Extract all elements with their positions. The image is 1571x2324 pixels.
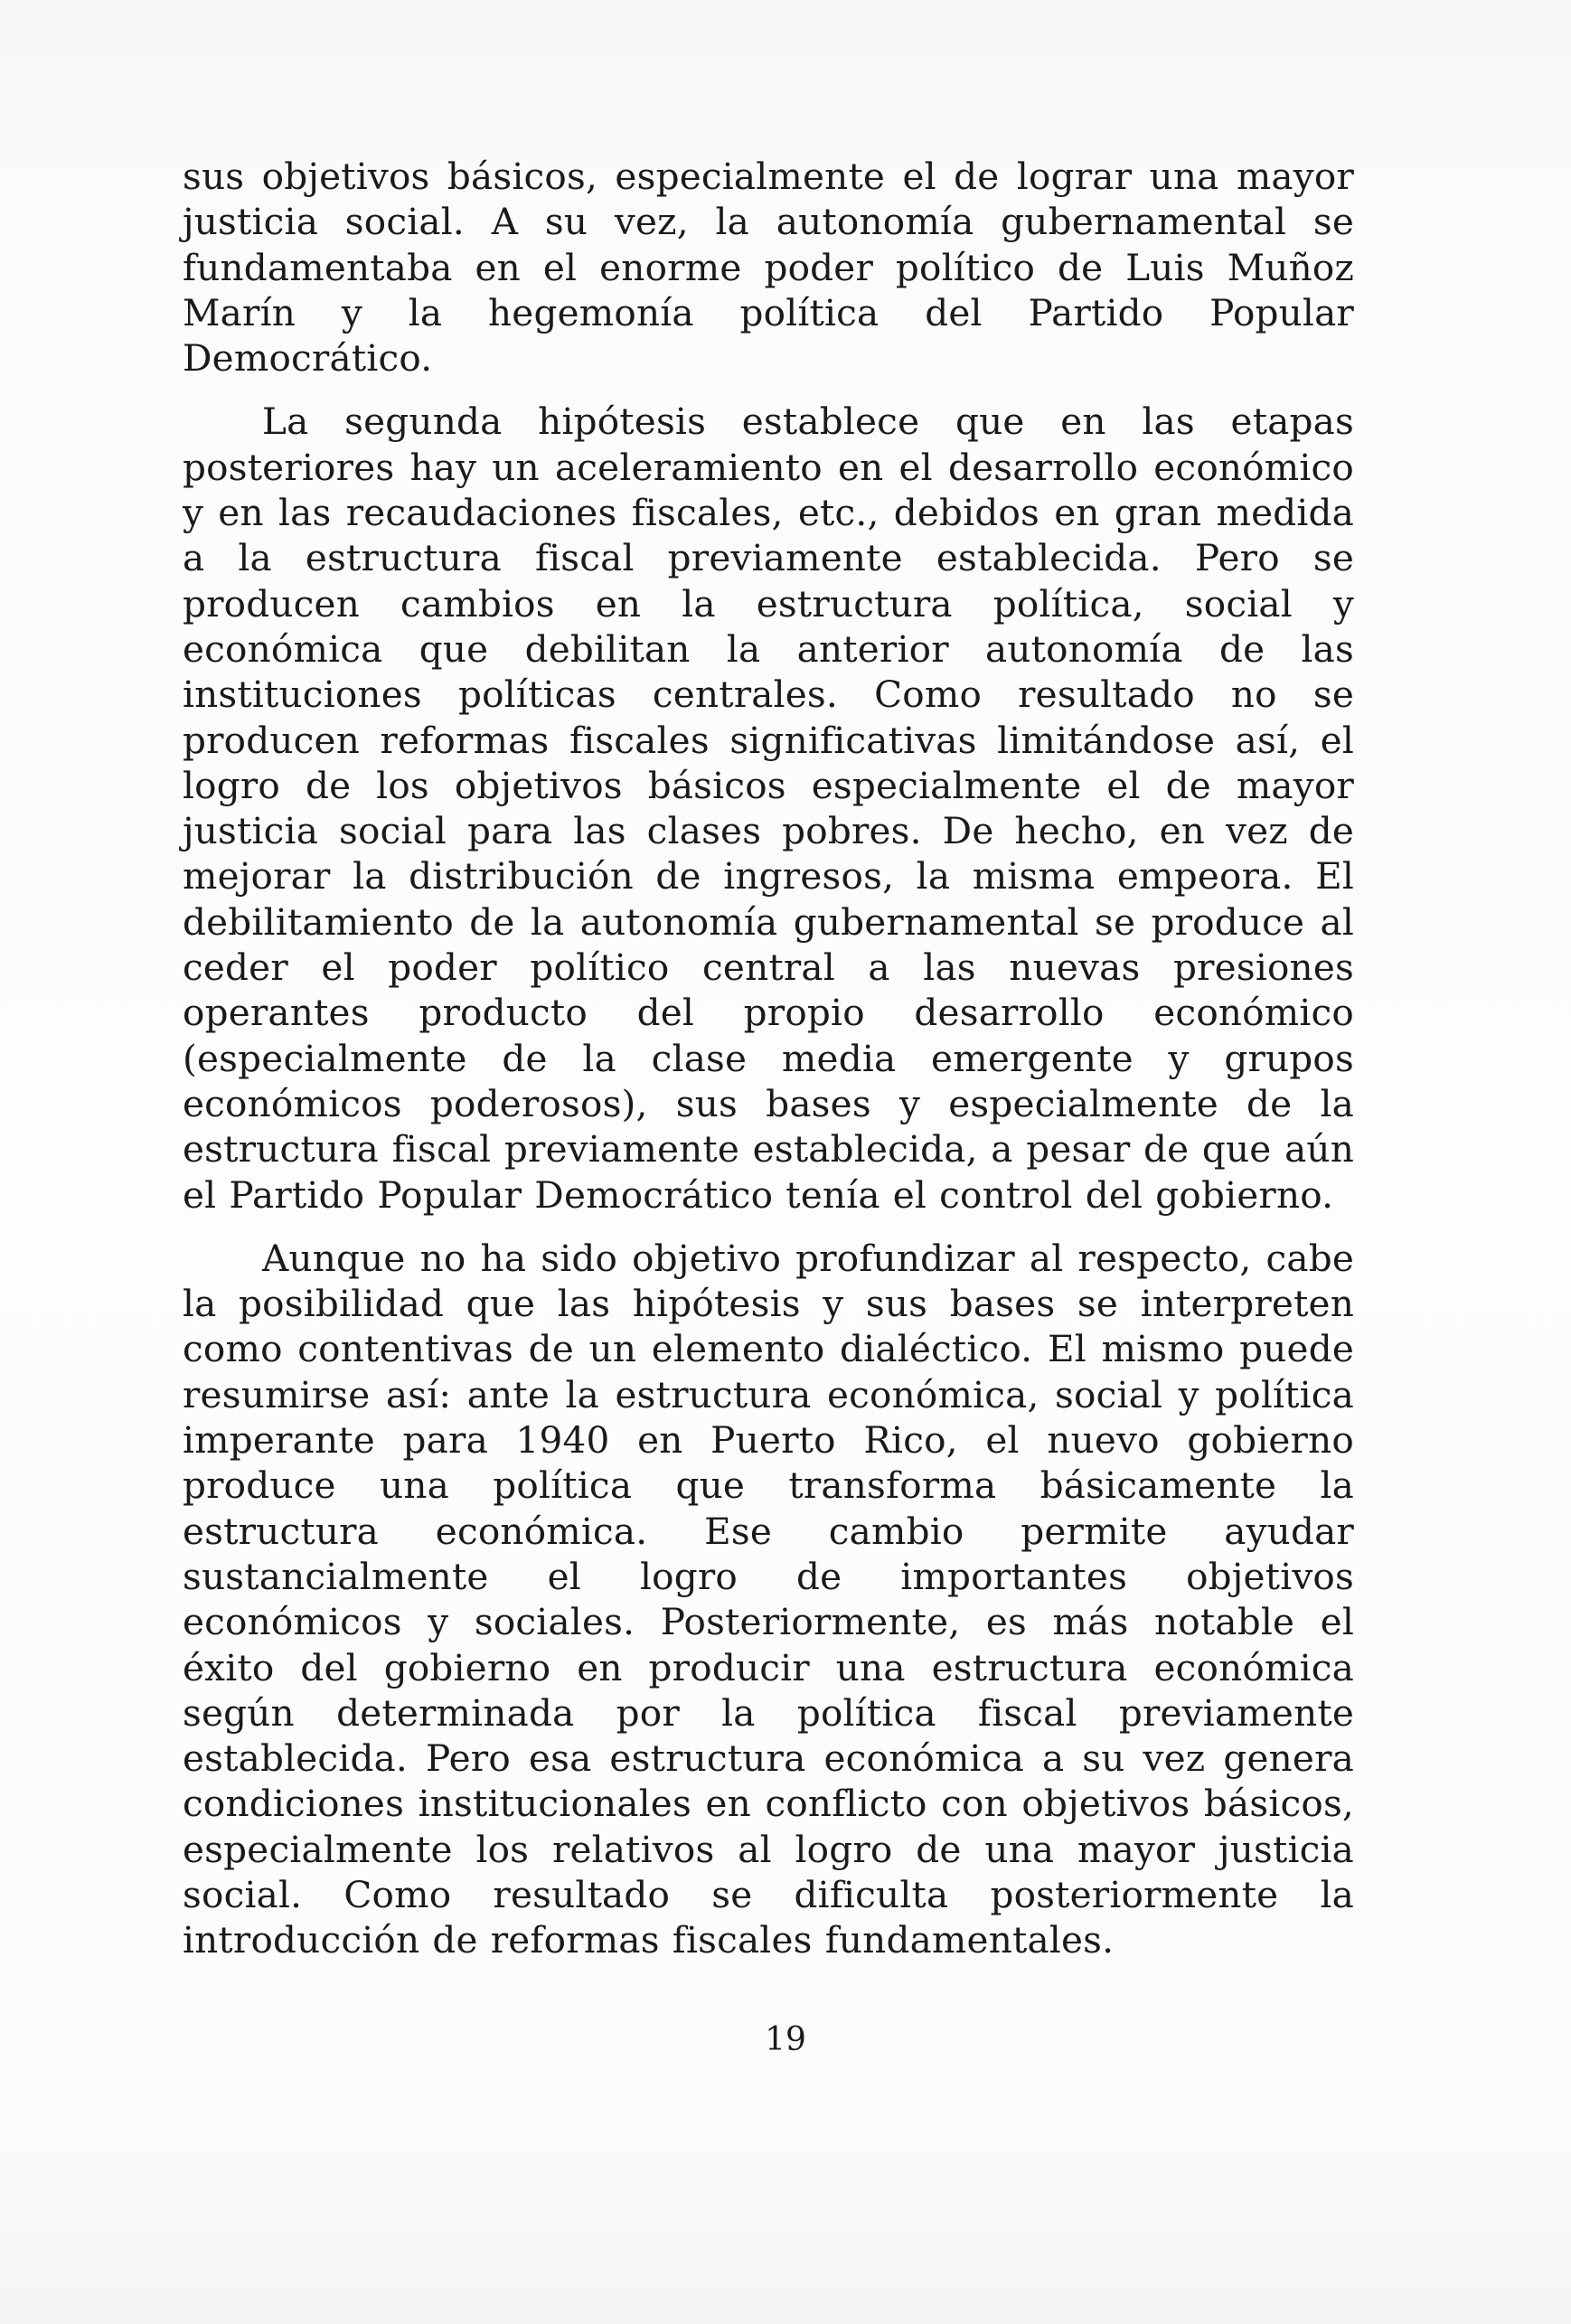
body-text <box>183 154 1354 1981</box>
paragraph-3: Aunque no ha sido objetivo profundizar al respecto, cabe la posibilidad que las hipótesis y sus bases se interpreten como contentivas de un elemento dialéctico. El mismo puede resumirse así: ante la estructura económica, social y política imperante para 1940 en Puerto Rico, el nuevo gobierno produce una política que transforma básicamente la estructura económica. Ese cambio permite ayudar sustancialmente el logro de importantes objetivos económicos y sociales. Posteriormente, es más notable el éxito del gobierno en producir una estructura económica según determinada por la política fiscal previamente establecida. Pero esa estructura económica a su vez genera condiciones institucionales en conflicto con objetivos básicos, especialmente los relativos al logro de una mayor justicia social. Como resultado se dificulta posteriormente la introducción de reformas fiscales fundamentales. <box>183 1236 1354 1962</box>
paragraph-1: sus objetivos básicos, especialmente el de lograr una mayor justicia social. A su vez, la autonomía gubernamental se fundamentaba en el enorme poder político de Luis Muñoz Marín y la hegemonía política del Partido Popular Democrático. <box>183 155 1354 381</box>
paragraph-2: La segunda hipótesis establece que en las etapas posteriores hay un aceleramiento en el desarrollo económico y en las recaudaciones fiscales, etc., debidos en gran medida a la estructura fiscal previamente establecida. Pero se producen cambios en la estructura política, social y económica que debilitan la anterior autonomía de las instituciones políticas centrales. Como resultado no se producen reformas fiscales significativas limitándose así, el logro de los objetivos básicos especialmente el de mayor justicia social para las clases pobres. De hecho, en vez de mejorar la distribución de ingresos, la misma empeora. El debilitamiento de la autonomía gubernamental se produce al ceder el poder político central a las nuevas presiones operantes producto del propio desarrollo económico (especialmente de la clase media emergente y grupos económicos poderosos), sus bases y especialmente de la estructura fiscal previamente establecida, a pesar de que aún el Partido Popular Democrático tenía el control del gobierno. <box>183 400 1354 1217</box>
page-number: 19 <box>765 2021 806 2058</box>
